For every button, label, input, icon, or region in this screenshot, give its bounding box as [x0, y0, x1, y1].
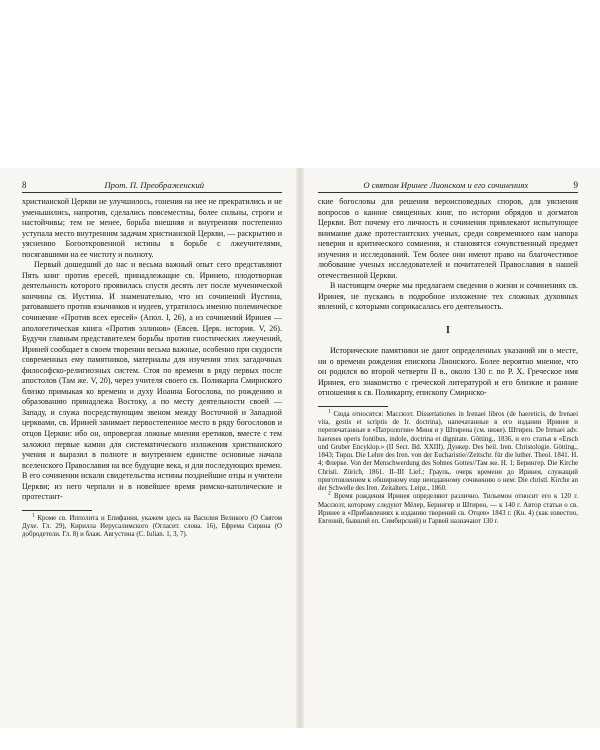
right-paragraph-1: ские богословы для решения вероисповедных споров, для уяснения вопросов о каноне священных книг, по истории обрядов и догматов Церкви. Вот почему его личность и сочинения привлекают испытующее внимание даже протестантских ученых, среди современного нам напора неверия и критического сомнения, и становятся сочувственный предмет изучения и исследований. Тем более они имеют право на благочестивое любование ученых исследователей и почитателей Православия в нашей отечественной Церкви. [318, 197, 578, 280]
right-footnote-1-text: Сюда относятся: Массюэт. Dissertationes in Irenaei libros (de haereticis, de Irenaei vita, gestis et scriptis de Ir. doctrina), напечатанные в его издании Иринея и перепечатанные в «Патрологии» Миня и у Штирена (см. ниже). Штирен. De Irenaei adv. haereses operis fontibus, indole, doctrina et dignitate. Götting., 1836, и его статья в «Ersch und Gruber Encyklop.» (II Sect. Bd. XXIII). Дункер. Des heil. Iren. Christologie. Götting., 1843; Тирш. Die Lehre des Iren. von der Eucharistie//Zeitschr. für die luther. Theol. 1841. H. 4; Флерке. Von der Menschwerdung des Sohnes Gottes//Там же. H. 1; Берингер. Die Kirche Christi. Zürich, 1861. II–III Lief.; Граупь, очерк времени до Иринея, служащий приготовлением к обширному еще неизданному сочинению о нем: Die christl. Kirche an der Schwelle des Iren. Zeitalters. Leipz., 1860. [318, 410, 578, 492]
right-footnote-2 [318, 490, 578, 526]
right-footnote-1 [318, 408, 578, 494]
left-running-head [22, 178, 282, 190]
book-gutter [296, 168, 304, 728]
left-paragraph-2: Первый дошедший до нас и весьма важный опыт сего представляют Пять книг против ересей, принадлежащие св. Иринею, плодотворная деятельность которого проявилась спустя десять лет после мученической кончины св. Иустина. И знаменательно, что из сочинений Иустина, ратовавшего против язычников и иудеев, утратилось именно полемическое сочинение «Против всех ересей» (Апол. I, 26), а из сочинений Иринея — апологетическая книга «Против эллинов» (Евсев. Церк. история. V, 26). Будучи главным представителем борьбы против гностических лжеучений, Ириней сообщает в своем творении весьма важные, особенно при скудости современных ему памятников, материалы для изучения этих загадочных философско-религиозных систем. Стоя по времени в ряду первых после апостолов (Там же. V, 20), через учителя своего св. Поликарпа Смирнского близко примыкая ко времени и духу Иоанна Богослова, по рождению и образованию принадлежа Востоку, а по месту деятельности своей — Западу, и служа посредствующим звеном между Восточной и Западной церквами, св. Ириней занимает первостепенное место в ряду богословов и отцов Церкви: ибо он, опровергая ложные мнения еретиков, вместе с тем заложил первые камни для систематического изложения христианского учения и выразил в полноте и внутреннем единстве основные начала вселенского Православия на все будущие века, и для последующих времен. В его сочинении искали свидетельства истины позднейшие отцы и учители Церкви; из него черпали и в новейшее время римско-католические и протестант- [22, 260, 282, 502]
left-head-rule [22, 192, 282, 193]
left-footnote-1-number: 1 [32, 512, 35, 519]
left-running-title: Прот. П. Преображенский [104, 180, 205, 190]
right-body-text [318, 197, 578, 313]
right-footnote-rule [318, 406, 388, 407]
right-footnote-2-text: Время рождения Иринея определяют различно. Тильемон относит его к 120 г. Массюэт, которому следуют Мёлер, Берингер и Штирен, — к 140 г. Автор статьи о св. Иринее в «Прибавлениях к изданию творений св. Отцев» 1843 г. (Кн. 4) (как известно, Евгений, бывший еп. Симбирский) и Гарвей назначают 130 г. [318, 493, 578, 525]
left-footnotes [22, 512, 282, 540]
right-folio: 9 [573, 180, 578, 190]
right-head-rule [318, 192, 578, 193]
right-footnote-2-number: 2 [328, 490, 331, 497]
left-paragraph-1: христианской Церкви не улучшилось, гонения на нее не прекратились и не уменьшились, напротив, сделались повсеместны, более сильны, строги и настойчивы; тем не менее, борьба внешняя и внутренняя постепенно уступала место внутренним задачам христианской Церкви, — раскрытию и уяснению Богооткровенной истины в борьбе с лжеучителями, посягавшими на ее чистоту и полноту. [22, 197, 282, 259]
right-footnotes [318, 408, 578, 527]
left-footnote-1-text: Кроме св. Ипполита и Епифания, укажем здесь на Василия Великого (О Святом Духе. Гл. 29), Кирилла Иерусалимского (Огласит. слова. 16), Ефрема Сирина (О добродетели. Гл. 8) и блаж. Августина (С. Iulian. 1, 3, 7). [22, 514, 282, 539]
section-number: I [446, 325, 450, 337]
left-page [22, 178, 282, 540]
right-running-title: О святом Иринее Лионском и его сочинениях [363, 180, 529, 190]
right-page [318, 178, 578, 526]
right-paragraph-2: В настоящем очерке мы предлагаем сведения о жизни и сочинениях св. Иринея, не пускаясь в подробное изложение тех сложных духовных явлений, с которыми соприкасалась его деятельность. [318, 281, 578, 312]
left-footnote-rule [22, 510, 92, 511]
right-body-text-2 [318, 346, 578, 399]
left-body-text [22, 197, 282, 503]
right-footnote-1-number: 1 [328, 408, 331, 415]
left-footnote-1 [22, 512, 282, 540]
right-paragraph-3: Исторические памятники не дают определенных указаний ни о месте, ни о времени рождения епископа Лионского. Более вероятно мнение, что он родился во второй четверти II в., около 130 г. по Р. Х. Греческое имя Иринея, его знакомство с греческой литературой и его близкие и ранние отношения к св. Поликарпу, епископу Смирнско- [318, 346, 578, 398]
right-running-head [318, 178, 578, 190]
left-folio: 8 [22, 180, 27, 190]
